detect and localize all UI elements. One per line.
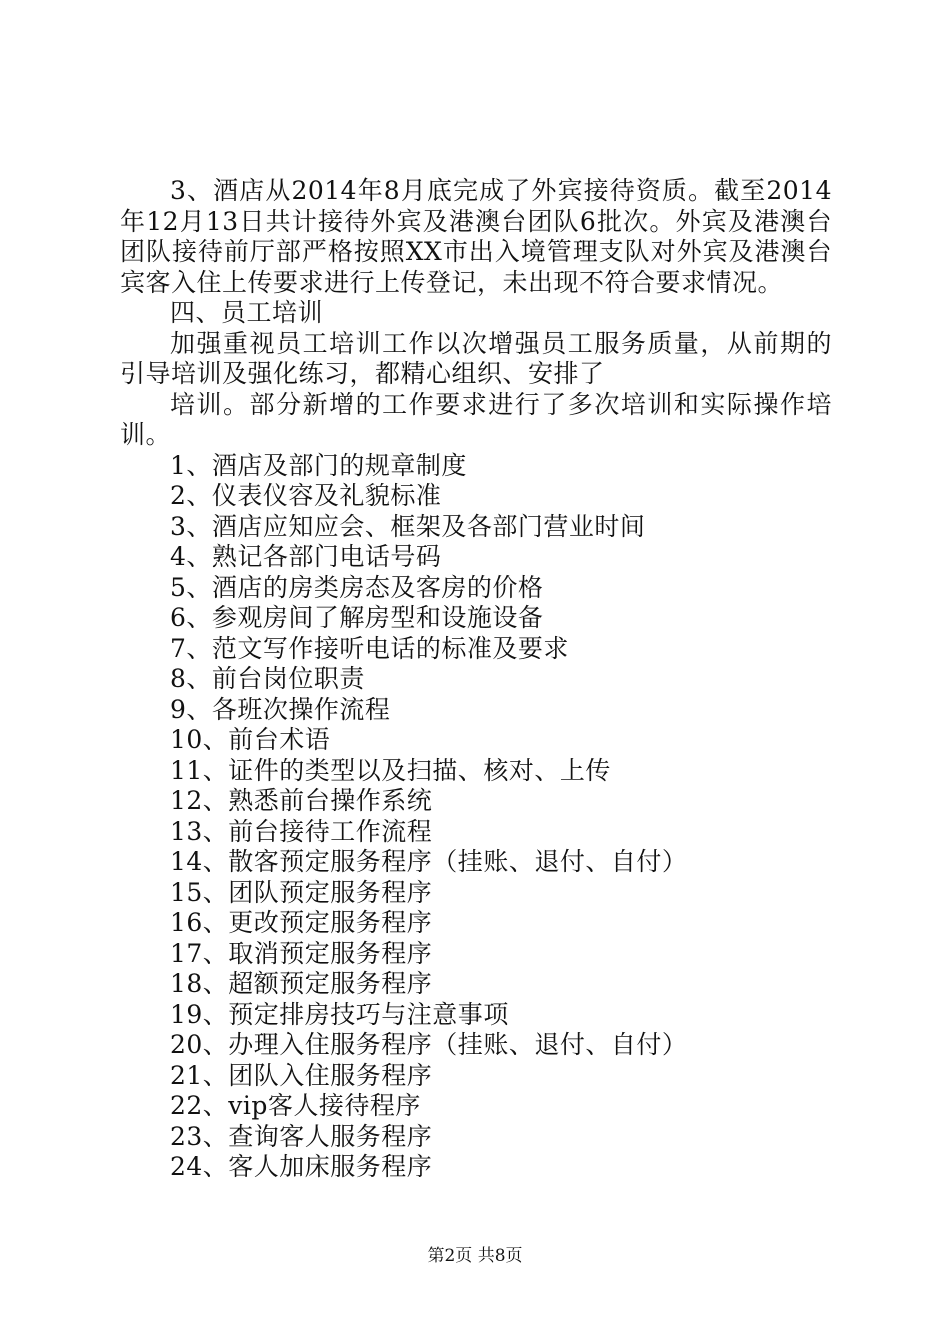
list-item: 2、仪表仪容及礼貌标准 bbox=[170, 481, 442, 510]
list-item: 15、团队预定服务程序 bbox=[170, 877, 433, 907]
list-item: 23、查询客人服务程序 bbox=[170, 1121, 433, 1151]
list-item: 8、前台岗位职责 bbox=[170, 664, 365, 693]
list-item: 21、团队入住服务程序 bbox=[170, 1060, 433, 1090]
list-item: 4、熟记各部门电话号码 bbox=[170, 542, 442, 571]
list-item: 1、酒店及部门的规章制度 bbox=[170, 450, 467, 480]
paragraph-training-intro: 加强重视员工培训工作以次增强员工服务质量，从前期的引导培训及强化练习，都精心组织、安排了 bbox=[120, 328, 832, 388]
list-item: 7、范文写作接听电话的标准及要求 bbox=[170, 633, 569, 663]
paragraph-training-detail: 培训。部分新增的工作要求进行了多次培训和实际操作培训。 bbox=[120, 389, 832, 449]
list-item: 11、证件的类型以及扫描、核对、上传 bbox=[170, 755, 611, 785]
list-item: 19、预定排房技巧与注意事项 bbox=[170, 999, 509, 1029]
list-item: 18、超额预定服务程序 bbox=[170, 969, 433, 998]
list-item: 14、散客预定服务程序（挂账、退付、自付） bbox=[170, 847, 688, 876]
list-item: 5、酒店的房类房态及客房的价格 bbox=[170, 572, 544, 602]
list-item: 16、更改预定服务程序 bbox=[170, 908, 433, 937]
list-item: 9、各班次操作流程 bbox=[170, 694, 391, 724]
section-heading-staff-training: 四、员工培训 bbox=[170, 298, 324, 327]
list-item: 24、客人加床服务程序 bbox=[170, 1152, 433, 1181]
document-body bbox=[120, 176, 832, 1183]
list-item: 17、取消预定服务程序 bbox=[170, 938, 433, 968]
page-number-footer: 第2页 共8页 bbox=[427, 1246, 523, 1266]
paragraph-foreign-guest-reception: 3、酒店从2014年8月底完成了外宾接待资质。截至2014年12月13日共计接待外宾及港澳台团队6批次。外宾及港澳台团队接待前厅部严格按照XX市出入境管理支队对外宾及港澳台宾客入住上传要求进行上传登记，未出现不符合要求情况。 bbox=[120, 176, 832, 297]
list-item: 3、酒店应知应会、框架及各部门营业时间 bbox=[170, 511, 646, 541]
list-item: 10、前台术语 bbox=[170, 725, 331, 754]
list-item: 20、办理入住服务程序（挂账、退付、自付） bbox=[170, 1030, 688, 1059]
training-items-list bbox=[120, 451, 832, 1183]
list-item: 12、熟悉前台操作系统 bbox=[170, 786, 433, 815]
list-item: 13、前台接待工作流程 bbox=[170, 816, 433, 846]
list-item: 22、vip客人接待程序 bbox=[170, 1091, 421, 1120]
list-item: 6、参观房间了解房型和设施设备 bbox=[170, 603, 544, 632]
